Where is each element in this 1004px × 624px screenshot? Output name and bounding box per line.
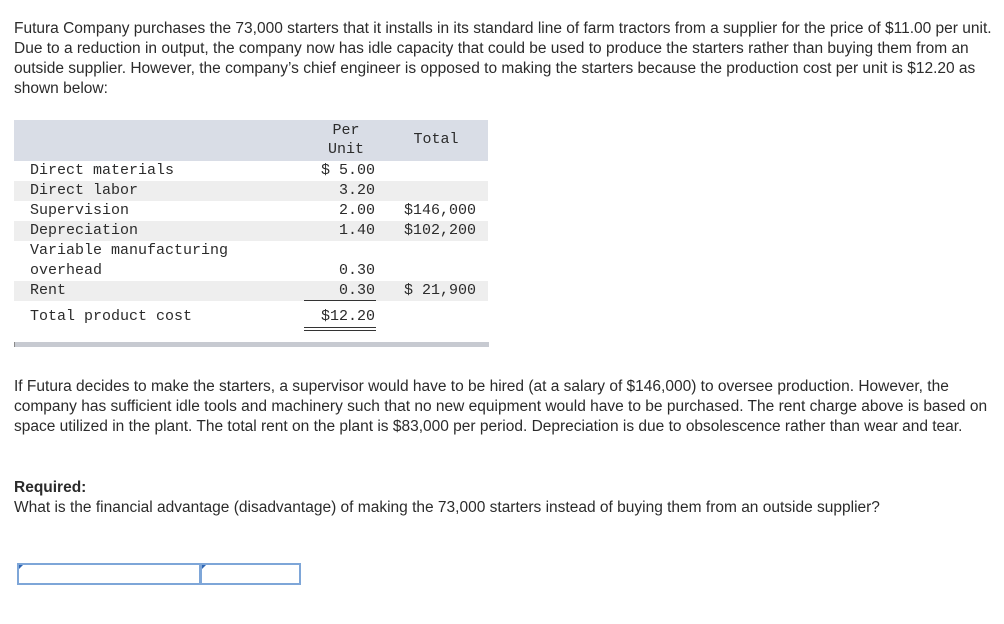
double-rule-top: [304, 327, 376, 328]
total-per-unit: $12.20: [320, 308, 375, 325]
row-label: Direct materials: [30, 162, 175, 179]
problem-intro: Futura Company purchases the 73,000 starters that it installs in its standard line of farm tractors from a supplier for the price of $11.00 per unit. Due to a reduction in output, the company now has idle capacity that could be used to produce the starters rather than buying them from an outside supplier. However, the company’s chief engineer is opposed to making the starters because the production cost per unit is $12.20 as shown below:: [14, 20, 992, 97]
total-header: Total: [413, 131, 459, 148]
subtotal-rule: [304, 300, 376, 301]
table-bottom-bar: [14, 342, 489, 347]
row-label: overhead: [30, 262, 103, 279]
row-per-unit: 1.40: [338, 222, 375, 239]
row-total: $ 21,900: [403, 282, 476, 299]
double-rule-bottom: [304, 330, 376, 331]
table-row: [14, 241, 488, 261]
table-header: [14, 120, 488, 161]
table-row: [14, 201, 488, 221]
table-row: [14, 261, 488, 281]
row-total: $102,200: [403, 222, 476, 239]
total-row: [14, 307, 488, 327]
table-row: [14, 221, 488, 241]
table-row: [14, 281, 488, 301]
per-unit-header: Per Unit: [327, 122, 364, 158]
answer-amount-input[interactable]: [200, 563, 301, 585]
problem-details: If Futura decides to make the starters, a supervisor would have to be hired (at a salary of $146,000) to oversee production. However, the company has sufficient idle tools and machinery such that no new equipment would have to be purchased. The rent charge above is based on space utilized in the plant. The total rent on the plant is $83,000 per period. Depreciation is due to obsolescence rather than wear and tear.: [14, 378, 988, 435]
required-question: What is the financial advantage (disadvantage) of making the 73,000 starters instead of buying them from an outside supplier?: [14, 499, 880, 516]
row-per-unit: 2.00: [338, 202, 375, 219]
table-row: [14, 181, 488, 201]
row-label: Rent: [30, 282, 67, 299]
row-label: Supervision: [30, 202, 130, 219]
total-label: Total product cost: [30, 308, 193, 325]
row-per-unit: $ 5.00: [320, 162, 375, 179]
required-heading: Required:: [14, 479, 87, 496]
table-row: [14, 161, 488, 181]
row-per-unit: 0.30: [338, 282, 375, 299]
row-label: Variable manufacturing: [30, 242, 229, 259]
row-label: Depreciation: [30, 222, 139, 239]
answer-label-input[interactable]: [17, 563, 201, 585]
row-per-unit: 3.20: [338, 182, 375, 199]
row-label: Direct labor: [30, 182, 139, 199]
row-per-unit: 0.30: [338, 262, 375, 279]
row-total: $146,000: [403, 202, 476, 219]
